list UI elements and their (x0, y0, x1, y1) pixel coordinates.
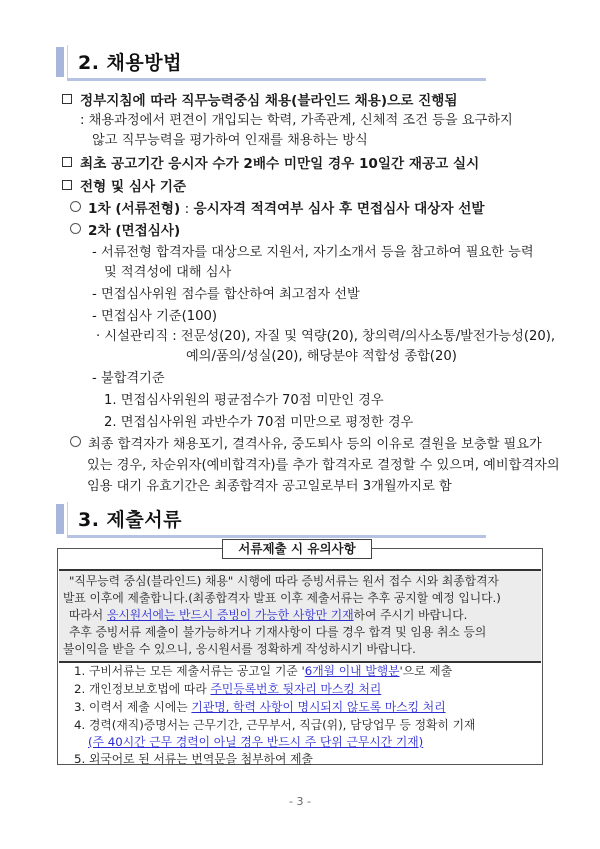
list-item-2 (74, 681, 381, 697)
stage2-interview (70, 222, 180, 240)
text: '으로 제출 (399, 664, 453, 678)
fail-criteria-1: 1. 면접심사위원의 평균점수가 70점 미만인 경우 (104, 393, 384, 408)
section-title: 3. 제출서류 (78, 509, 182, 531)
reserve-candidate-line2: 있는 경우, 차순위자(예비합격자)를 추가 합격자로 결정할 수 있으며, 예비합격자의 (87, 458, 560, 473)
square-bullet-icon (62, 180, 72, 190)
interview-desc-line2: 및 적격성에 대해 심사 (104, 265, 232, 280)
heading-accent-bar (56, 504, 64, 534)
text: 따라서 (69, 608, 107, 622)
stage-label: 2차 (면접심사) (88, 223, 181, 239)
bullet-text: 정부지침에 따라 직무능력중심 채용(블라인드 채용)으로 진행됨 (80, 93, 458, 109)
section-title: 2. 채용방법 (78, 52, 182, 74)
text: 2. 개인정보보호법에 따라 (74, 682, 211, 696)
notice-line5: 불이익을 받을 수 있으니, 응시원서를 정확하게 작성하시기 바랍니다. (63, 642, 416, 656)
page-number: - 3 - (289, 795, 311, 808)
emphasis-link: 기관명, 학력 사항이 명시되지 않도록 마스킹 처리 (191, 700, 446, 714)
circle-bullet-icon (70, 223, 81, 234)
blind-hiring-desc-line1: : 채용과정에서 편견이 개입되는 학력, 가족관계, 신체적 조건 등을 요구하지 (80, 113, 513, 128)
reserve-text: 최종 합격자가 채용포기, 결격사유, 중도퇴사 등의 이유로 결원을 보충할 필요가 (88, 437, 542, 452)
submission-notice-box (57, 541, 543, 766)
notice-line2: 발표 이후에 제출합니다.(최종합격자 발표 이후 제출서류는 추후 공지할 예정 입니다.) (63, 591, 501, 605)
list-item-4: 4. 경력(재직)증명서는 근무기간, 근무부서, 직급(위), 담당업무 등 정확히 기재 (74, 718, 476, 732)
emphasis-link: 응시원서에는 반드시 증빙이 가능한 사항만 기재 (106, 608, 354, 622)
notice-panel (59, 569, 541, 663)
notice-line4: 추후 증빙서류 제출이 불가능하거나 기재사항이 다를 경우 합격 및 임용 취소 등의 (69, 625, 487, 639)
list-item-5: 5. 외국어로 된 서류는 번역문을 첨부하여 제출 (74, 752, 313, 766)
list-item-4-note (88, 734, 423, 750)
stage1-document-screening (70, 200, 485, 218)
text: 하여 주시기 바랍니다. (353, 608, 468, 622)
separator: : (180, 201, 194, 217)
section-heading-recruitment-method (56, 45, 486, 81)
circle-bullet-icon (70, 201, 81, 212)
heading-divider (67, 502, 68, 537)
heading-divider (67, 45, 68, 80)
bullet-text: 전형 및 심사 기준 (80, 179, 187, 195)
heading-underline (67, 78, 486, 81)
bullet-re-announcement (62, 155, 479, 173)
emphasis-link: 주민등록번호 뒷자리 마스킹 처리 (210, 682, 382, 696)
heading-accent-bar (56, 47, 64, 77)
bullet-screening-criteria (62, 178, 186, 196)
notice-line3 (69, 607, 467, 623)
square-bullet-icon (62, 157, 72, 167)
criteria-facility-line2: 예의/품의/성실(20), 해당분야 적합성 종합(20) (186, 349, 457, 364)
blind-hiring-desc-line2: 않고 직무능력을 평가하여 인재를 채용하는 방식 (92, 133, 368, 148)
circle-bullet-icon (70, 436, 81, 447)
reserve-candidate-line1 (70, 436, 542, 454)
text: 1. 구비서류는 모든 제출서류는 공고일 기준 ' (74, 664, 305, 678)
emphasis-link: 6개월 이내 발행분 (304, 664, 400, 678)
text: 3. 이력서 제출 시에는 (74, 700, 192, 714)
reserve-candidate-line3: 임용 대기 유효기간은 최종합격자 공고일로부터 3개월까지로 함 (87, 479, 452, 494)
stage-text: 응시자격 적격여부 심사 후 면접심사 대상자 선발 (193, 201, 485, 217)
fail-criteria-heading: - 불합격기준 (92, 371, 165, 386)
interview-score-rule: - 면접심사위원 점수를 합산하여 최고점자 선발 (92, 287, 360, 302)
section-heading-submission-documents (56, 502, 486, 538)
notice-line1: "직무능력 중심(블라인드) 채용" 시행에 따라 증빙서류는 원서 접수 시와 최종합격자 (69, 574, 499, 588)
interview-criteria-heading: - 면접심사 기준(100) (92, 309, 218, 324)
interview-desc-line1: - 서류전형 합격자를 대상으로 지원서, 자기소개서 등을 참고하여 필요한 능력 (92, 245, 534, 260)
box-title: 서류제출 시 유의사항 (222, 539, 372, 559)
bullet-text: 최초 공고기간 응시자 수가 2배수 미만일 경우 10일간 재공고 실시 (80, 156, 480, 172)
stage-label: 1차 (서류전형) (88, 201, 181, 217)
list-item-1 (74, 663, 452, 679)
heading-underline (67, 535, 486, 538)
fail-criteria-2: 2. 면접심사위원 과반수가 70점 미만으로 평정한 경우 (104, 415, 414, 430)
square-bullet-icon (62, 94, 72, 104)
emphasis-link: (주 40시간 근무 경력이 아닐 경우 반드시 주 단위 근무시간 기재) (88, 735, 424, 749)
list-item-3 (74, 699, 446, 715)
criteria-facility-line1: · 시설관리직 : 전문성(20), 자질 및 역량(20), 창의력/의사소통/발전가능성(20), (96, 329, 556, 344)
bullet-blind-hiring (62, 92, 458, 110)
